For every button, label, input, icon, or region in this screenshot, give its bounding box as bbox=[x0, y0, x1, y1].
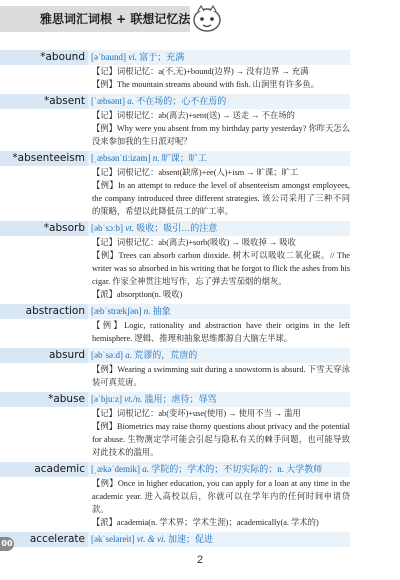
part-of-speech: vt. bbox=[125, 223, 134, 233]
word-entry bbox=[0, 532, 400, 547]
entry-note: 【记】词根记忆：ab(离去)+sorb(吸收) → 吸收掉 → 吸收 bbox=[92, 238, 296, 247]
phonetic: [əbˈsəːd] bbox=[91, 350, 123, 360]
entry-headword-row bbox=[0, 348, 400, 363]
entry-headword-row bbox=[0, 50, 400, 65]
phonetic: [ˌækəˈdemik] bbox=[91, 464, 140, 474]
entry-note: 【例】The mountain streams abound with fish. 山涧里有许多鱼。 bbox=[92, 80, 319, 89]
entry-note: 【例】Biometrics may raise thorny questions about privacy and the potential for abuse. 生物测定学可能会引起与隐私有关的棘手问题，也可能导致对此技术的滥用。 bbox=[92, 422, 350, 457]
entry-headword-row bbox=[0, 462, 400, 477]
definition-bar bbox=[88, 50, 350, 65]
entry-note: 【例】Logic, rationality and abstraction have their origins in the left hemisphere. 逻辑、推理和抽象思维都源自大脑左半球。 bbox=[92, 321, 350, 343]
entry-note: 【例】Why were you absent from my birthday party yesterday? 你昨天怎么没来参加我的生日派对呢？ bbox=[92, 124, 350, 146]
meaning: 吸收；吸引…的注意 bbox=[136, 223, 218, 233]
part-of-speech: vi. bbox=[128, 52, 137, 62]
book-title: 雅思词汇词根 + 联想记忆法 bbox=[0, 6, 190, 32]
part-of-speech: vt./n. bbox=[124, 394, 143, 404]
word-entry bbox=[0, 94, 400, 148]
phonetic: [əˈbjuːz] bbox=[91, 394, 122, 404]
meaning: 荒谬的，荒唐的 bbox=[134, 350, 198, 360]
page-number: 2 bbox=[196, 554, 204, 566]
meaning: 抽象 bbox=[152, 306, 171, 316]
definition-bar bbox=[88, 462, 350, 477]
headword: *abuse bbox=[0, 392, 88, 407]
definition-bar bbox=[88, 151, 350, 166]
definition-bar bbox=[88, 392, 350, 407]
entry-headword-row bbox=[0, 94, 400, 109]
entry-note: 【记】词根记忆：absent(缺席)+ee(人)+ism → 旷课；旷工 bbox=[92, 168, 299, 177]
entry-list bbox=[0, 50, 400, 550]
meaning: 学院的；学术的；不切实际的；n. 大学教师 bbox=[151, 464, 323, 474]
word-entry bbox=[0, 221, 400, 301]
entry-note: 【记】词根记忆：ab(变坏)+use(使用) → 使用不当 → 滥用 bbox=[92, 409, 301, 418]
definition-bar bbox=[88, 532, 350, 547]
entry-headword-row bbox=[0, 532, 400, 547]
part-of-speech: a. bbox=[127, 96, 134, 106]
word-entry bbox=[0, 50, 400, 91]
part-of-speech: n. bbox=[152, 153, 160, 163]
part-of-speech: vt. & vi. bbox=[136, 534, 166, 544]
word-entry bbox=[0, 151, 400, 218]
page-header bbox=[0, 0, 400, 38]
definition-bar bbox=[88, 304, 350, 319]
definition-bar bbox=[88, 221, 350, 236]
phonetic: [æbˈstrækʃən] bbox=[91, 306, 142, 316]
meaning: 滥用；虐待；辱骂 bbox=[144, 394, 217, 404]
entry-headword-row bbox=[0, 151, 400, 166]
entry-headword-row bbox=[0, 392, 400, 407]
word-entry bbox=[0, 392, 400, 459]
headword: *abound bbox=[0, 50, 88, 65]
headword: *absenteeism bbox=[0, 151, 88, 166]
meaning: 不在场的；心不在焉的 bbox=[136, 96, 227, 106]
meaning: 加速；促进 bbox=[167, 534, 213, 544]
headword: abstraction bbox=[0, 304, 88, 319]
meaning: 富于；充满 bbox=[139, 52, 185, 62]
phonetic: [əkˈseləreit] bbox=[91, 534, 135, 544]
mascot-icon bbox=[190, 2, 224, 34]
entry-note: 【记】词根记忆：a(不,无)+bound(边界) → 没有边界 → 充满 bbox=[92, 67, 309, 76]
headword: absurd bbox=[0, 348, 88, 363]
side-tab: 00 bbox=[0, 537, 14, 551]
word-entry bbox=[0, 462, 400, 529]
definition-bar bbox=[88, 94, 350, 109]
entry-headword-row bbox=[0, 221, 400, 236]
phonetic: [əˈbaund] bbox=[91, 52, 126, 62]
headword: *absorb bbox=[0, 221, 88, 236]
definition-bar bbox=[88, 348, 350, 363]
part-of-speech: n. bbox=[143, 306, 151, 316]
entry-note: 【例】Trees can absorb carbon dioxide. 树木可以吸收二氧化碳。// The writer was so absorbed in his writing that he forgot to flick the ashes from his cigar. 作家全神贯注地写作，忘了弹去雪茄烟的烟灰。 bbox=[92, 251, 350, 286]
part-of-speech: a. bbox=[125, 350, 132, 360]
word-entry bbox=[0, 304, 400, 345]
entry-note: 【例】In an attempt to reduce the level of absenteeism amongst employees, the company introduced three different strategies. 该公司采用了三种不同的策略，希望以此降低员工的旷工率。 bbox=[92, 181, 350, 216]
phonetic: [ˈæbsənt] bbox=[91, 96, 125, 106]
headword: academic bbox=[0, 462, 88, 477]
entry-note: 【例】Wearing a swimming suit during a snowstorm is absurd. 下雪天穿泳装可真荒唐。 bbox=[92, 365, 350, 387]
entry-note: 【例】Once in higher education, you can apply for a loan at any time in the academic year. 进入高校以后，你就可以在学年内的任何时间申请贷款。 bbox=[92, 479, 350, 514]
phonetic: [əbˈsɔːb] bbox=[91, 223, 123, 233]
entry-note: 【派】absorption(n. 吸收) bbox=[92, 290, 183, 299]
part-of-speech: a. bbox=[142, 464, 149, 474]
headword: accelerate bbox=[0, 532, 88, 547]
entry-note: 【派】academia(n. 学术界；学术生涯)；academically(a. 学术的) bbox=[92, 518, 319, 527]
entry-note: 【记】词根记忆：ab(离去)+sent(送) → 送走 → 不在场的 bbox=[92, 111, 295, 120]
headword: *absent bbox=[0, 94, 88, 109]
entry-headword-row bbox=[0, 304, 400, 319]
phonetic: [ˌæbsənˈtiːizəm] bbox=[91, 153, 151, 163]
word-entry bbox=[0, 348, 400, 389]
meaning: 旷课；旷工 bbox=[161, 153, 207, 163]
